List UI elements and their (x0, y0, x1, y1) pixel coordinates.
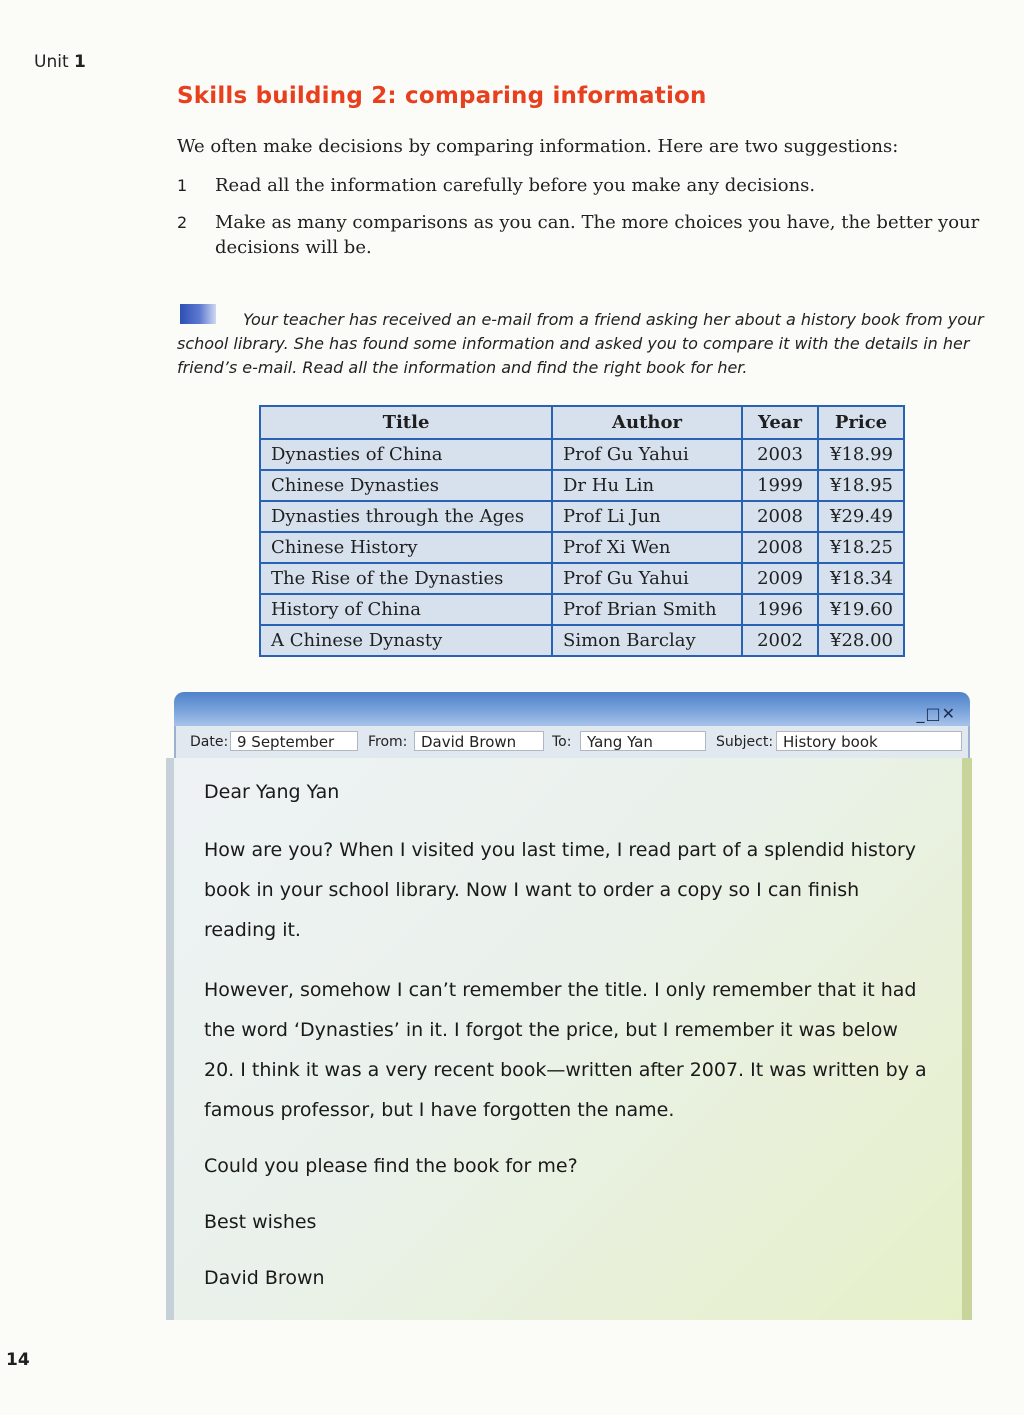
book-author: Prof Li Jun (552, 501, 742, 532)
email-signature: David Brown (204, 1267, 325, 1289)
email-body[interactable] (166, 758, 972, 1320)
tip-item (177, 173, 987, 199)
book-title: A Chinese Dynasty (260, 625, 552, 656)
table-row (260, 470, 904, 501)
tip-text: Make as many comparisons as you can. The more choices you have, the better your decisions will be. (215, 212, 980, 258)
book-year: 2009 (742, 563, 818, 594)
section-heading: Skills building 2: comparing information (177, 83, 707, 109)
email-paragraph: However, somehow I can’t remember the title. I only remember that it had the word ‘Dynasties’ in it. I forgot the price, but I remember it was below 20. I think it was a very recent book—written after 2007. It was written by a famous professor, but I have forgotten the name. (204, 979, 927, 1121)
book-price: ¥18.95 (818, 470, 904, 501)
email-window (166, 692, 972, 1320)
table-row (260, 625, 904, 656)
book-title: The Rise of the Dynasties (260, 563, 552, 594)
from-field[interactable]: David Brown (414, 731, 544, 751)
table-row (260, 594, 904, 625)
date-field[interactable]: 9 September (230, 731, 358, 751)
unit-label: Unit 1 (34, 52, 86, 72)
tip-number: 2 (177, 213, 188, 232)
book-title: Dynasties of China (260, 439, 552, 470)
tip-number: 1 (177, 176, 188, 195)
subject-label: Subject: (716, 734, 774, 750)
book-year: 1996 (742, 594, 818, 625)
unit-number: 1 (74, 52, 86, 72)
table-row (260, 439, 904, 470)
book-price: ¥18.99 (818, 439, 904, 470)
book-title: Dynasties through the Ages (260, 501, 552, 532)
book-price: ¥28.00 (818, 625, 904, 656)
column-header-title: Title (260, 406, 552, 439)
intro-text: We often make decisions by comparing information. Here are two suggestions: (177, 136, 899, 157)
email-paragraph: How are you? When I visited you last time, I read part of a splendid history book in your school library. Now I want to order a copy so I can finish reading it. (204, 839, 917, 941)
from-label: From: (368, 734, 408, 750)
date-label: Date: (190, 734, 229, 750)
email-closing: Best wishes (204, 1211, 317, 1233)
book-year: 1999 (742, 470, 818, 501)
tip-item (177, 210, 987, 262)
book-title: History of China (260, 594, 552, 625)
email-paragraph: Could you please find the book for me? (204, 1155, 578, 1177)
book-title: Chinese Dynasties (260, 470, 552, 501)
book-author: Simon Barclay (552, 625, 742, 656)
to-field[interactable]: Yang Yan (580, 731, 706, 751)
email-title-bar (174, 692, 970, 726)
page-number: 14 (6, 1350, 30, 1370)
to-label: To: (552, 734, 572, 750)
book-author: Dr Hu Lin (552, 470, 742, 501)
book-author: Prof Brian Smith (552, 594, 742, 625)
book-price: ¥29.49 (818, 501, 904, 532)
book-title: Chinese History (260, 532, 552, 563)
subject-field[interactable]: History book (776, 731, 962, 751)
window-controls-icon[interactable]: _□✕ (916, 704, 956, 723)
book-year: 2008 (742, 501, 818, 532)
column-header-year: Year (742, 406, 818, 439)
column-header-author: Author (552, 406, 742, 439)
book-price: ¥18.25 (818, 532, 904, 563)
exercise-instructions: Your teacher has received an e-mail from a friend asking her about a history book from your school library. She has found some information and asked you to compare it with the details in her friend’s e-mail. Read all the information and find the right book for her. (177, 310, 984, 377)
book-author: Prof Gu Yahui (552, 439, 742, 470)
book-year: 2003 (742, 439, 818, 470)
email-header (174, 726, 970, 758)
book-price: ¥19.60 (818, 594, 904, 625)
email-greeting: Dear Yang Yan (204, 781, 340, 803)
tip-text: Read all the information carefully before you make any decisions. (215, 175, 816, 196)
book-price: ¥18.34 (818, 563, 904, 594)
column-header-price: Price (818, 406, 904, 439)
book-year: 2002 (742, 625, 818, 656)
table-row (260, 501, 904, 532)
book-author: Prof Xi Wen (552, 532, 742, 563)
book-author: Prof Gu Yahui (552, 563, 742, 594)
book-year: 2008 (742, 532, 818, 563)
table-header-row (260, 406, 904, 439)
table-row (260, 563, 904, 594)
table-row (260, 532, 904, 563)
books-table (259, 405, 905, 657)
